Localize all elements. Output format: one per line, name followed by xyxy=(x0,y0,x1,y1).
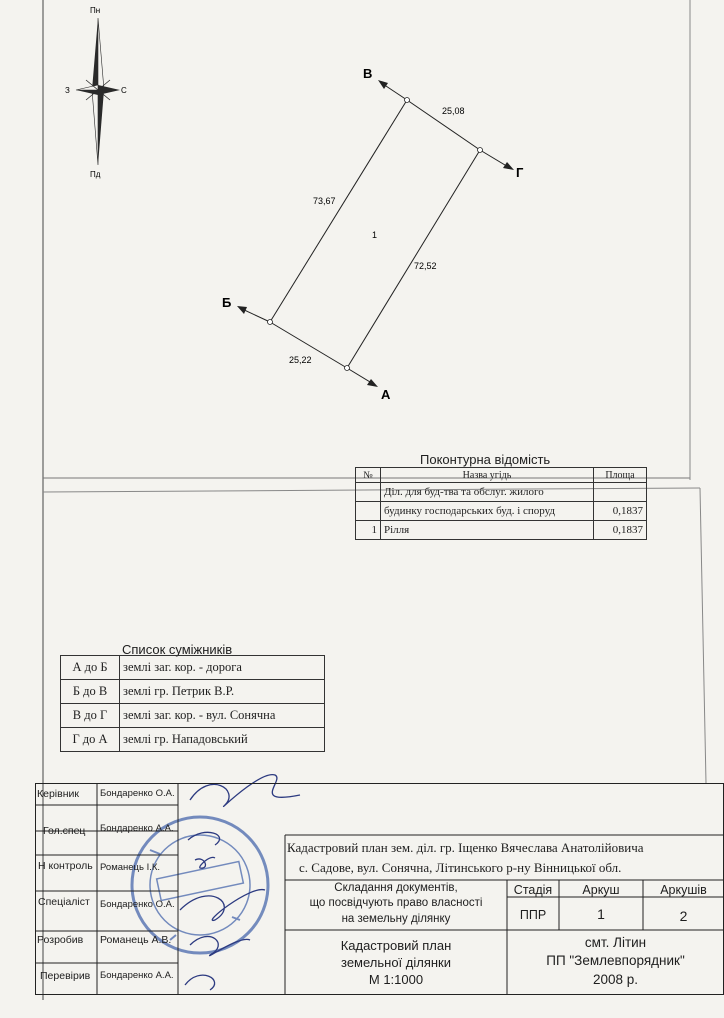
adjacent-description: землі заг. кор. - дорога xyxy=(120,656,325,680)
org-line1: смт. Літин xyxy=(584,935,647,950)
adjacent-list-title: Список суміжників xyxy=(122,642,233,657)
adjacent-segment: Б до В xyxy=(61,680,120,704)
compass-north-label: Пн xyxy=(90,6,101,15)
row-area: 0,1837 xyxy=(594,521,647,540)
role-label: Розробив xyxy=(37,934,84,946)
sheets-value: 2 xyxy=(679,908,688,924)
purpose-line3: на земельну ділянку xyxy=(341,913,451,925)
role-name: Романець А.В. xyxy=(100,934,172,946)
row-name: Діл. для буд-тва та обслуг. жилого xyxy=(381,483,594,502)
document-title-line2: с. Садове, вул. Сонячна, Літинського р-ну Вінницької обл. xyxy=(299,860,622,875)
adjacent-description: землі гр. Нападовський xyxy=(120,728,325,752)
compass-south-label: Пд xyxy=(90,170,101,179)
table-row xyxy=(356,521,647,540)
header-no: № xyxy=(356,468,381,483)
table-row xyxy=(356,502,647,521)
compass-east-label: С xyxy=(121,86,127,95)
role-name: Бондаренко А.А. xyxy=(100,970,174,981)
point-v-label: В xyxy=(363,66,373,81)
plan-title-line1: Кадастровий план xyxy=(340,938,452,953)
role-name: Бондаренко А.А. xyxy=(100,823,174,834)
role-label: Спеціаліст xyxy=(38,896,90,908)
table-row xyxy=(356,483,647,502)
header-name: Назва угідь xyxy=(381,468,594,483)
org-line2: ПП "Землевпорядник" xyxy=(546,953,685,968)
adjacent-description: землі гр. Петрик В.Р. xyxy=(120,680,325,704)
title-block xyxy=(35,783,724,995)
purpose-line1: Складання документів, xyxy=(334,882,458,894)
row-no: 1 xyxy=(356,521,381,540)
row-name: будинку господарських буд. і споруд xyxy=(381,502,594,521)
role-name: Бондаренко О.А. xyxy=(100,899,175,910)
role-name: Романець І.К. xyxy=(100,862,161,873)
row-no xyxy=(356,502,381,521)
plan-scale: М 1:1000 xyxy=(368,972,424,987)
point-g-label: Г xyxy=(516,165,524,180)
stage-label: Стадія xyxy=(513,883,553,897)
row-name: Рілля xyxy=(381,521,594,540)
adjacent-segment: Г до А xyxy=(61,728,120,752)
compass-rose-icon xyxy=(76,18,120,165)
adjacent-segment: В до Г xyxy=(61,704,120,728)
org-year: 2008 р. xyxy=(592,972,639,987)
frame-right-lower-line xyxy=(700,488,706,783)
dim-b-v: 73,67 xyxy=(313,196,336,206)
point-a-label: А xyxy=(381,387,391,402)
table-row xyxy=(61,704,325,728)
dim-a-b: 25,22 xyxy=(289,355,312,365)
row-area: 0,1837 xyxy=(594,502,647,521)
sheet-label: Аркуш xyxy=(582,883,620,897)
role-name: Бондаренко О.А. xyxy=(100,788,175,799)
contour-sheet-table xyxy=(355,467,647,540)
row-area xyxy=(594,483,647,502)
plan-title-line2: земельної ділянки xyxy=(341,955,451,970)
role-label: Н контроль xyxy=(38,860,93,872)
compass-west-label: З xyxy=(65,86,70,95)
table-row xyxy=(61,680,325,704)
dim-g-a: 72,52 xyxy=(414,261,437,271)
adjacent-segment: А до Б xyxy=(61,656,120,680)
table-row xyxy=(61,728,325,752)
stage-value: ППР xyxy=(519,908,547,922)
header-area: Площа xyxy=(594,468,647,483)
point-b-label: Б xyxy=(222,295,232,310)
dim-v-g: 25,08 xyxy=(442,106,465,116)
row-no xyxy=(356,483,381,502)
adjacent-description: землі заг. кор. - вул. Сонячна xyxy=(120,704,325,728)
role-label: Керівник xyxy=(37,788,79,800)
document-title-line1: Кадастровий план зем. діл. гр. Іщенко Вячеслава Анатолійовича xyxy=(287,840,644,855)
sheet-value: 1 xyxy=(597,906,605,922)
sheets-label: Аркушів xyxy=(660,883,707,897)
purpose-line2: що посвідчують право власності xyxy=(309,897,483,909)
role-label: Перевірив xyxy=(40,970,91,982)
parcel-number: 1 xyxy=(372,230,378,240)
table-row xyxy=(61,656,325,680)
adjacent-list-table xyxy=(60,655,325,752)
contour-sheet-title: Поконтурна відомість xyxy=(420,452,551,467)
role-label: Гол.спец xyxy=(43,825,86,837)
